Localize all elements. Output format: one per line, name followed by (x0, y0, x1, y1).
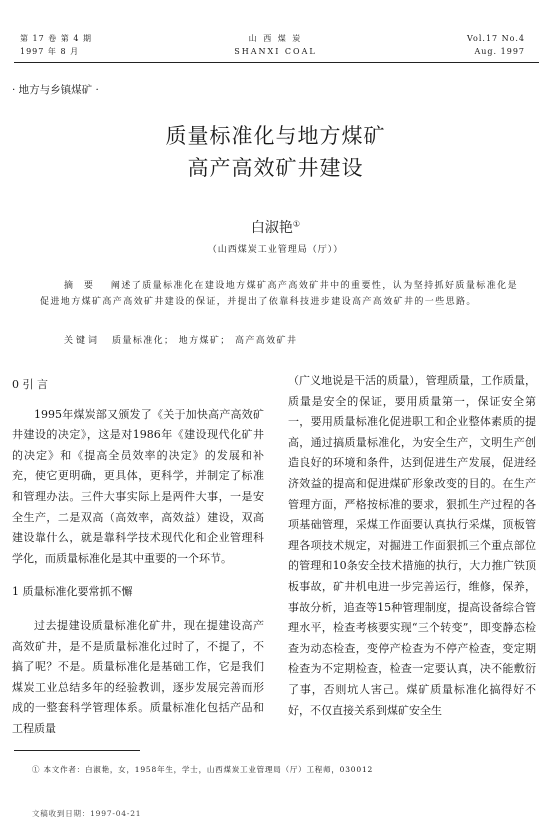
paragraph-section1-continued: （广义地说是干活的质量），管理质量，工作质量，质量是安全的保证，要用质量第一，保证安全第一，要用质量标准化促进职工和企业整体素质的提高，通过搞质量标准化，为安全生产，文明生产创造良好的环境和条件，达到促进生产发展，促进经济效益的提高和促进煤矿形象改变的目的。在生产管理方面，严格按标准的要求，狠抓生产过程的各项基础管理，采煤工作面要认真执行采煤，顶板管理各项技术规定，对掘进工作面狠抓三个重点部位的管理和10条安全技术措施的执行，大力推广铁顶板事故，矿井机电进一步完善运行，维修，保养，事故分析，追查等15种管理制度，提高设备综合管理水平，检查考核要实现“三个转变”，即变静态检查为动态检查，变停产检查为不停产检查，变定期检查为不定期检查，检查一定要认真，决不能敷衍了事，否则坑人害己。煤矿质量标准化搞得好不好，不仅直接关系到煤矿安全生 (288, 374, 536, 717)
author-footnote-mark: ① (292, 219, 301, 229)
author (0, 217, 551, 237)
keywords-label: 关键词 (64, 336, 101, 346)
issue-date: 1997 年 8 月 (20, 47, 80, 56)
author-footnote: ① 本文作者：白淑艳，女，1958年生，学士，山西煤炭工业管理局（厅）工程师，030012 (32, 765, 374, 774)
keywords (64, 333, 297, 346)
paragraph-section1: 过去提建设质量标准化矿井，现在提建设高产高效矿井，是不是质量标准化过时了，不提了，不搞了呢？不是。质量标准化是基础工作，它是我们煤炭工业总结多年的经验教训，逐步发展完善而形成的一整套科学管理体系。质量标准化包括产品和工程质量 (12, 618, 264, 735)
abstract (40, 278, 518, 310)
abstract-text: 阐述了质量标准化在建设地方煤矿高产高效矿井中的重要性，认为坚持抓好质量标准化是促进地方煤矿高产高效矿井建设的保证，并提出了依靠科技进步建设高产高效矿井的一些思路。 (40, 281, 518, 307)
received-date-footnote: 文稿收到日期：1997-04-21 (32, 809, 142, 818)
paper-title-line2: 高产高效矿井建设 (187, 156, 364, 180)
author-affiliation: （山西煤炭工业管理局（厅）） (207, 245, 344, 255)
journal-name-en: SHANXI COAL (234, 47, 317, 56)
journal-issue-en (467, 32, 525, 58)
abstract-label: 摘 要 (64, 281, 97, 291)
paper-title-line1: 质量标准化与地方煤矿 (165, 124, 386, 148)
section-heading-1: 1 质量标准化要常抓不懈 (12, 585, 133, 599)
keywords-text: 质量标准化； 地方煤矿； 高产高效矿井 (112, 336, 298, 346)
author-name: 白淑艳 (250, 220, 293, 236)
section-label: · 地方与乡镇煤矿 · (12, 84, 99, 96)
body-column-right (288, 371, 536, 721)
body-column-left (12, 375, 264, 740)
issue-volume: 第 17 卷 第 4 期 (20, 34, 92, 43)
issue-volume-en: Vol.17 No.4 (467, 34, 525, 43)
header-rule (14, 62, 539, 63)
footnote-rule (14, 750, 140, 751)
section-heading-introduction: 0 引 言 (12, 378, 48, 391)
paragraph-introduction: 1995年煤炭部又颁发了《关于加快高产高效矿井建设的决定》，这是对1986年《建设现代化矿井的决定》和《提高全员效率的决定》的发展和补充，使它更明确，更具体，更科学，并制定了标准和管理办法。三件大事实际上是两件大事，一是安全生产，二是双高（高效率，高效益）建设，双高建设靠什么，就是靠科学技术现代化和企业管理科学化，而质量标准化是其中重要的一个环节。 (12, 407, 264, 565)
issue-date-en: Aug. 1997 (474, 47, 525, 56)
journal-name-cn: 山 西 煤 炭 (248, 34, 303, 43)
